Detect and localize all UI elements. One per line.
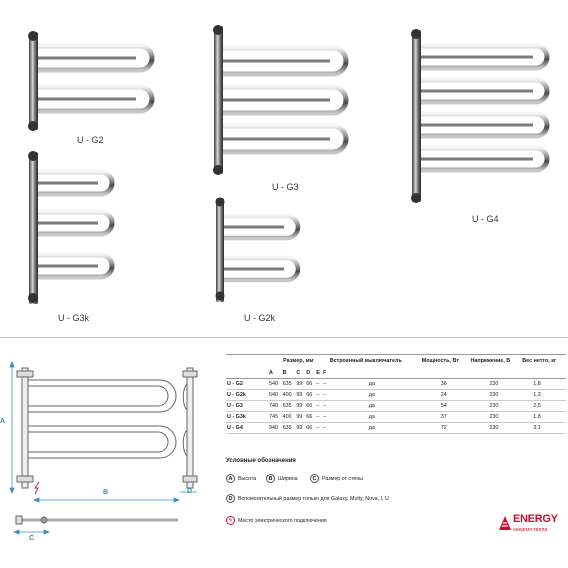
brand-logo [497, 512, 567, 542]
energy-logo-icon [497, 514, 512, 532]
col-power: Мощность, Вт [421, 358, 459, 364]
table-row: U - G2 540 635 99 66 – – да 36 230 1,8 [226, 379, 566, 390]
legend-item-a: A Высота [226, 474, 256, 483]
caption-u-g3: U - G3 [272, 182, 299, 192]
spec-table [226, 354, 566, 434]
table-row: U - G2k 540 400 99 66 – – да 24 230 1,3 [226, 390, 566, 401]
dim-a-label: A [0, 418, 6, 425]
table-row: U - G3 740 635 99 66 – – да 54 230 2,5 [226, 401, 566, 412]
sub-a: A [268, 367, 282, 379]
technical-drawing [0, 340, 220, 568]
section-divider [0, 337, 568, 338]
letter-b-badge: B [266, 474, 275, 483]
dim-b-label: B [103, 489, 109, 496]
col-size: Размер, мм [283, 358, 314, 364]
caption-u-g2k: U - G2k [244, 313, 276, 323]
sub-c: C [295, 367, 305, 379]
letter-d-badge: D [226, 494, 235, 503]
legend-item-c: C Размер от стены [310, 474, 363, 483]
legend-item-b: B Ширина [266, 474, 298, 483]
legend-item-e: ϟ Место электрического подключения [226, 516, 327, 525]
legend-item-d: D Вспомогательный размер только для Galaxy, Multy, Nova, I, U [226, 494, 389, 503]
product-u-g2k [216, 198, 299, 303]
lightning-icon: ϟ [226, 516, 235, 525]
dim-d-label: D [187, 488, 193, 495]
table-row: U - G4 940 635 99 66 – – да 72 230 3,1 [226, 423, 566, 434]
legend-title: Условные обозначения [226, 458, 296, 464]
caption-u-g2: U - G2 [77, 135, 104, 145]
col-switch: Встроенный выключатель [329, 358, 402, 364]
dim-c-label: C [29, 535, 35, 542]
sub-f: F [322, 367, 329, 379]
sub-e: E [315, 367, 322, 379]
caption-u-g4: U - G4 [472, 214, 499, 224]
product-u-g3k [28, 151, 112, 304]
product-u-g4 [411, 29, 547, 203]
col-voltage: Напряжение, В [470, 358, 511, 364]
sub-b: B [282, 367, 296, 379]
caption-u-g3k: U - G3k [58, 313, 90, 323]
product-u-g3 [213, 25, 346, 175]
product-u-g2 [28, 31, 152, 131]
sub-d: D [305, 367, 315, 379]
brand-tagline: энергия тепла [513, 527, 548, 533]
brand-name: ENERGY [513, 513, 558, 525]
letter-c-badge: C [310, 474, 319, 483]
letter-a-badge: A [226, 474, 235, 483]
col-weight: Вес нетто, кг [522, 358, 557, 364]
table-row: U - G3k 745 400 99 66 – – да 37 230 1,8 [226, 412, 566, 423]
